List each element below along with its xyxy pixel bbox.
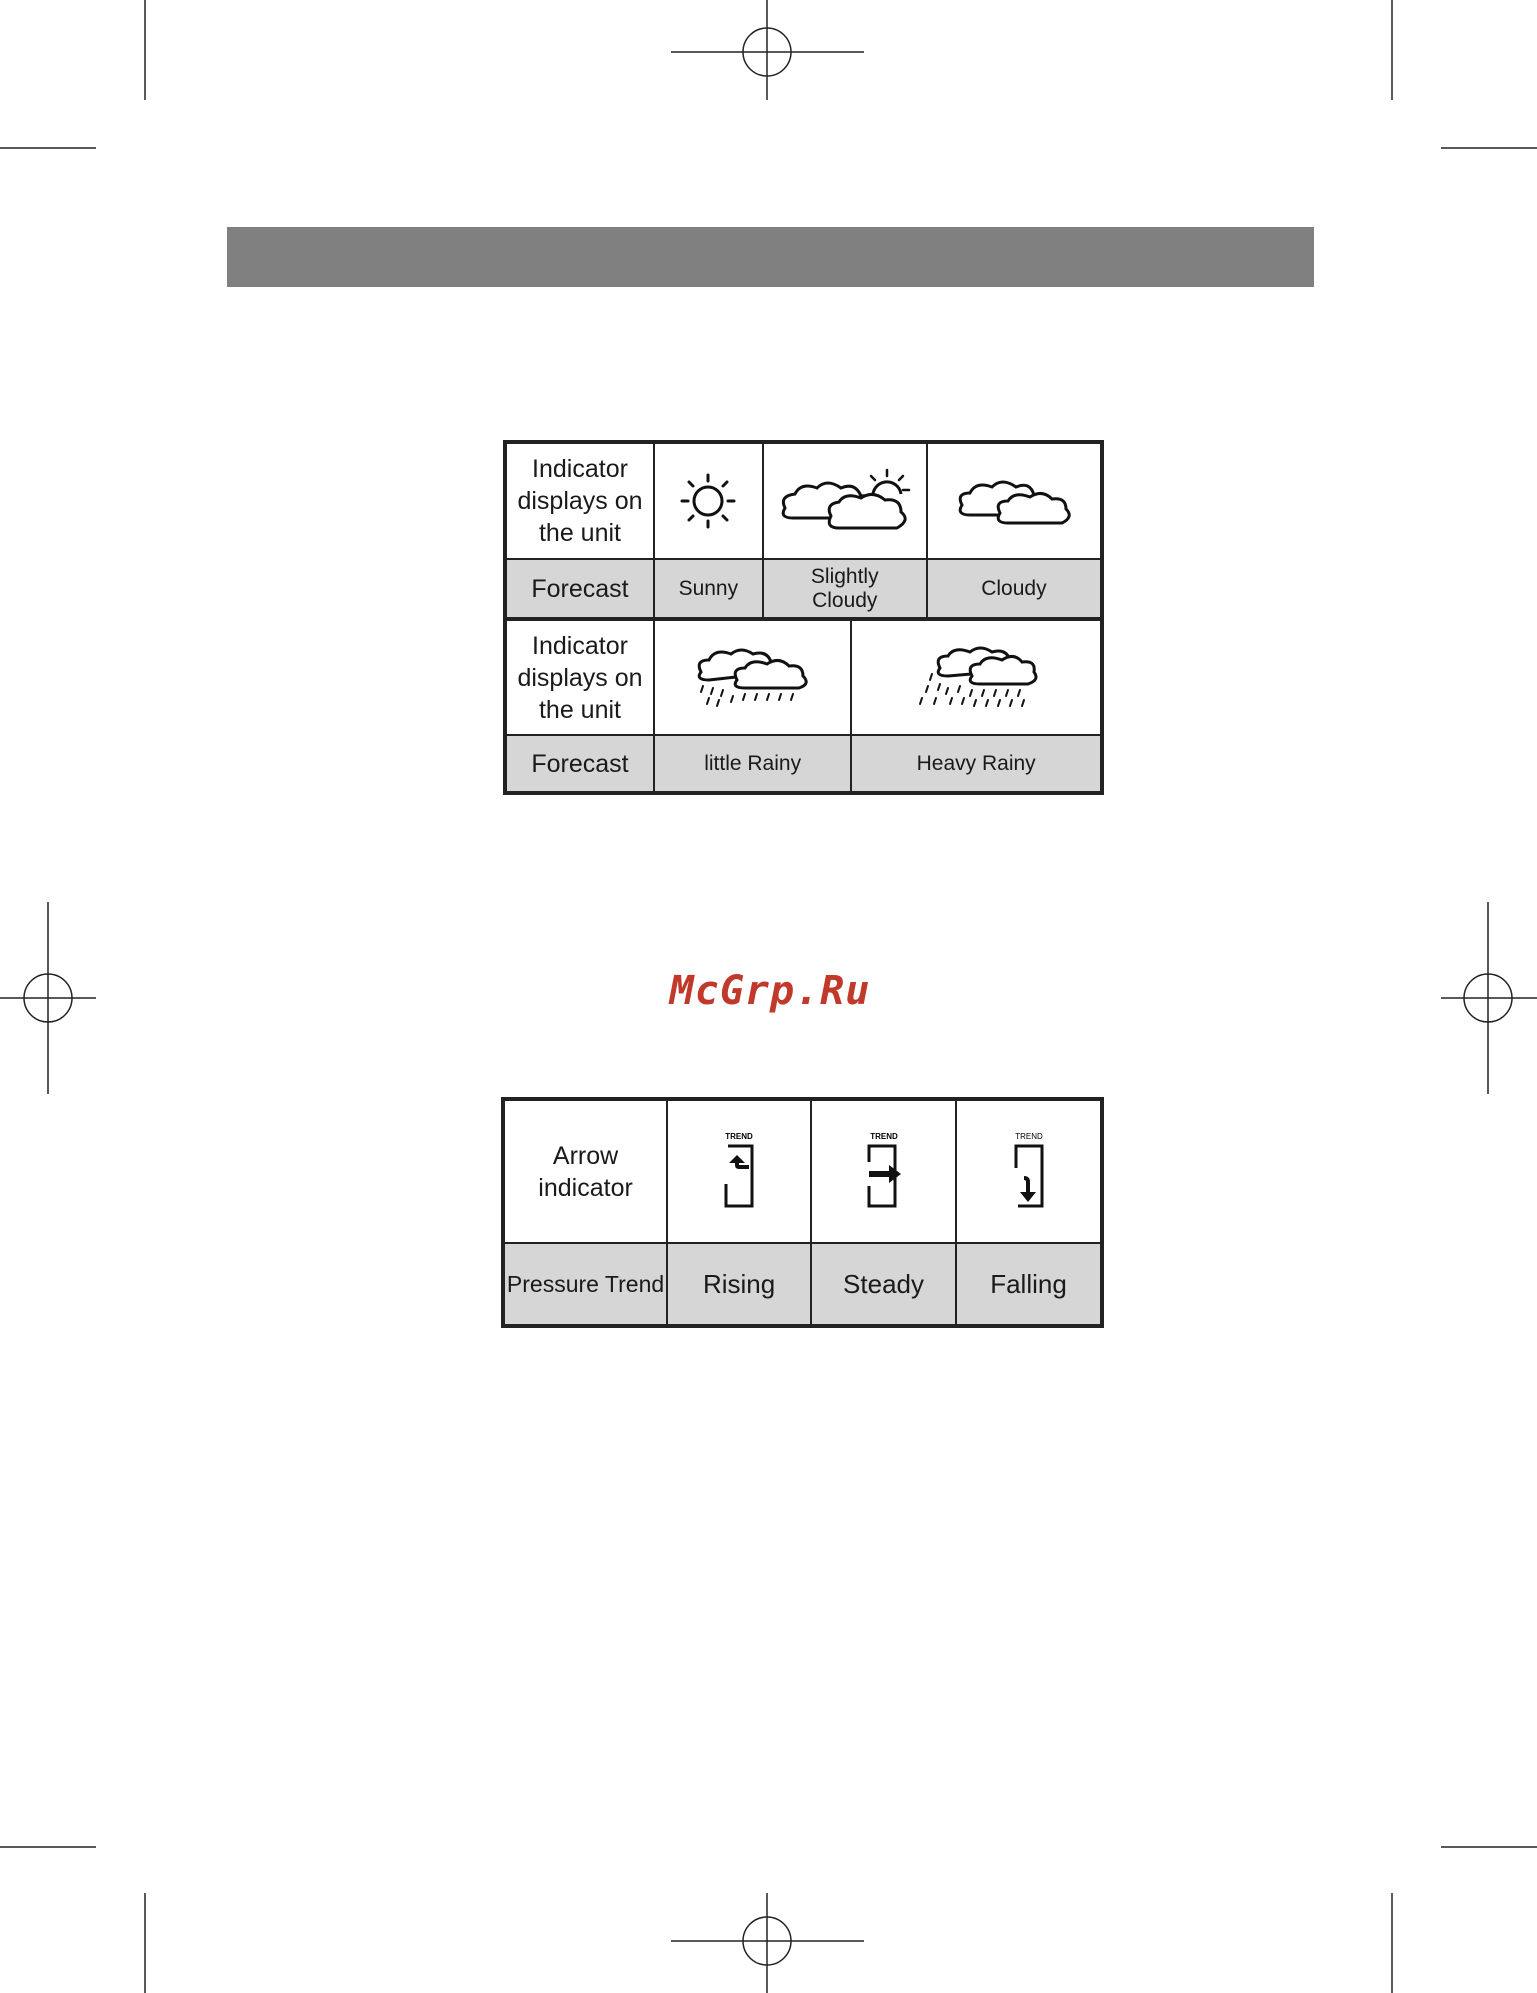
row-label-forecast: Forecast [505, 735, 654, 793]
forecast-table-1 [503, 440, 1104, 621]
row-label-pressure-trend: Pressure Trend [503, 1243, 667, 1326]
forecast-label-slightly-cloudy: Slightly Cloudy [763, 559, 927, 619]
trend-caption: TREND [725, 1131, 753, 1141]
registration-mark-right [1441, 902, 1537, 1094]
arrow-rising-icon [667, 1099, 811, 1243]
forecast-table-2 [503, 617, 1104, 795]
row-label-arrow-indicator: Arrow indicator [503, 1099, 667, 1243]
heavy-rain-icon [851, 619, 1102, 735]
pressure-trend-table [501, 1097, 1104, 1328]
registration-mark-bottom [671, 1893, 864, 1993]
cloud-icon [927, 442, 1102, 559]
trend-label-falling: Falling [956, 1243, 1102, 1326]
section-header-bar [227, 227, 1314, 287]
row-label-indicator: Indicator displays on the unit [505, 442, 654, 559]
forecast-label-little-rainy: little Rainy [654, 735, 851, 793]
trend-caption: TREND [869, 1131, 898, 1141]
registration-mark-left [0, 902, 96, 1094]
registration-mark-top [671, 0, 864, 100]
trend-label-rising: Rising [667, 1243, 811, 1326]
trend-label-steady: Steady [811, 1243, 956, 1326]
arrow-falling-icon [956, 1099, 1102, 1243]
forecast-label-cloudy: Cloudy [927, 559, 1102, 619]
watermark: McGrp.Ru [669, 968, 871, 1014]
sun-icon [654, 442, 763, 559]
row-label-forecast: Forecast [505, 559, 654, 619]
forecast-label-heavy-rainy: Heavy Rainy [851, 735, 1102, 793]
arrow-steady-icon [811, 1099, 956, 1243]
cloud-sun-icon [763, 442, 927, 559]
forecast-label-sunny: Sunny [654, 559, 763, 619]
light-rain-icon [654, 619, 851, 735]
trend-caption: TREND [1014, 1131, 1043, 1141]
row-label-indicator: Indicator displays on the unit [505, 619, 654, 735]
